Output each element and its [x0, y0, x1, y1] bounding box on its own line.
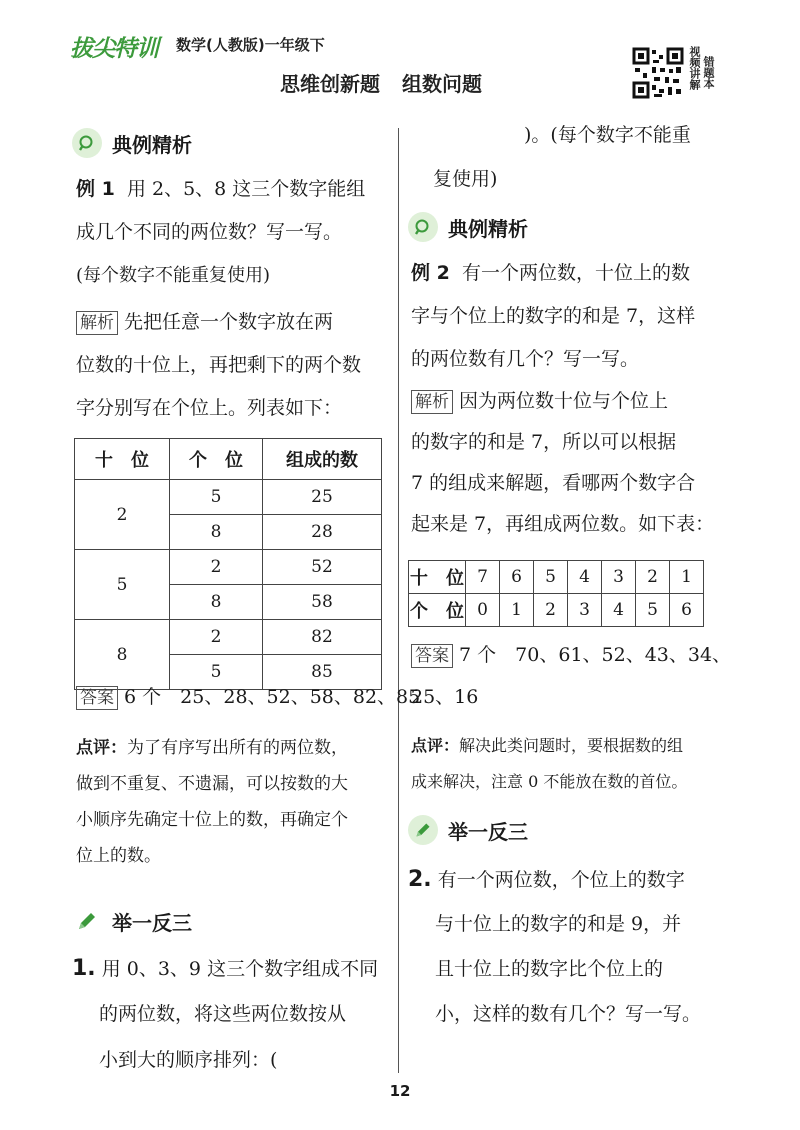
analysis-2-line-4: 起来是 7，再组成两位数。如下表： [411, 513, 715, 535]
qr-label-notebook: 错题本 [702, 56, 715, 89]
table-cell-ones: 2 [170, 620, 263, 655]
comment-1-line-1: 为了有序写出所有的两位数， [127, 738, 348, 758]
table-cell-ones: 2 [170, 550, 263, 585]
table-cell: 7 [466, 561, 500, 594]
question-1-continued-1: )。(每个数字不能重 [524, 124, 691, 146]
example-1-line-1: 用 2、5、8 这三个数字能组 [126, 178, 366, 200]
example-2-label: 例 2 [411, 262, 450, 284]
table-header-ones: 个 位 [170, 439, 263, 480]
comment-label: 点评： [76, 738, 127, 758]
analysis-1 [76, 309, 361, 438]
question-2-line-1: 有一个两位数，个位上的数字 [437, 869, 685, 891]
question-2-number: 2. [408, 867, 432, 892]
sum-table [408, 560, 704, 627]
title-category: 思维创新题 [280, 72, 380, 96]
section-examples-label: 典例精析 [112, 132, 192, 157]
table-cell: 1 [500, 594, 534, 627]
table-cell: 3 [568, 594, 602, 627]
table-cell-tens: 5 [75, 550, 170, 620]
analysis-tag: 解析 [76, 311, 118, 335]
table-cell-ones: 8 [170, 515, 263, 550]
page-number: 12 [389, 1082, 411, 1100]
analysis-2-line-2: 的数字的和是 7，所以可以根据 [411, 431, 677, 453]
table-header-ones: 个 位 [409, 594, 466, 627]
answer-2-line-1: 7 个 70、61、52、43、34、 [459, 644, 732, 666]
table-header-tens: 十 位 [409, 561, 466, 594]
answer-1 [76, 684, 420, 711]
table-cell: 2 [636, 561, 670, 594]
question-1-line-3: 小到大的顺序排列：( [99, 1049, 278, 1071]
table-header-tens: 十 位 [75, 439, 170, 480]
table-cell-number: 82 [263, 620, 382, 655]
table-cell: 5 [534, 561, 568, 594]
section-examples [72, 128, 192, 158]
example-2-line-2: 字与个位上的数字的和是 7，这样 [411, 305, 696, 327]
table-cell-number: 52 [263, 550, 382, 585]
composition-table [74, 438, 382, 690]
comment-label: 点评： [411, 736, 460, 755]
table-cell: 4 [602, 594, 636, 627]
analysis-2-line-3: 7 的组成来解题，看哪两个数字合 [411, 472, 696, 494]
answer-1-text: 6 个 25、28、52、58、82、85 [124, 686, 421, 708]
question-1-continued-2: 复使用) [433, 168, 498, 190]
question-2-line-2: 与十位上的数字的和是 9，并 [435, 913, 682, 935]
section-examples-2-label: 典例精析 [448, 216, 528, 241]
question-2 [408, 866, 701, 1046]
section-practice [72, 906, 192, 936]
analysis-1-line-1: 先把任意一个数字放在两 [124, 311, 334, 333]
table-cell: 5 [636, 594, 670, 627]
comment-2 [411, 728, 687, 800]
table-header-number: 组成的数 [263, 439, 382, 480]
table-row [75, 550, 382, 585]
table-cell-ones: 5 [170, 655, 263, 690]
section-practice-2 [408, 815, 528, 845]
comment-1-line-2: 做到不重复、不遗漏，可以按数的大 [76, 774, 348, 794]
page-title [280, 68, 482, 97]
table-cell-ones: 8 [170, 585, 263, 620]
qr-code-icon[interactable] [632, 47, 684, 99]
table-cell-tens: 2 [75, 480, 170, 550]
table-cell: 3 [602, 561, 636, 594]
section-practice-2-label: 举一反三 [448, 819, 528, 844]
comment-1-line-4: 位上的数。 [76, 846, 161, 866]
table-cell: 0 [466, 594, 500, 627]
question-1-line-2: 的两位数，将这些两位数按从 [99, 1003, 347, 1025]
book-title: 数学(人教版)一年级下 [176, 36, 325, 54]
example-2-line-1: 有一个两位数，十位上的数 [461, 262, 690, 284]
question-2-line-4: 小，这样的数有几个？写一写。 [435, 1003, 702, 1025]
pencil-icon [408, 815, 438, 845]
search-icon [408, 212, 438, 242]
brand-logo: 拔尖特训 [70, 36, 158, 62]
comment-1 [76, 730, 348, 874]
pencil-icon [72, 906, 102, 936]
table-cell: 6 [670, 594, 704, 627]
example-1 [76, 176, 365, 305]
table-cell-number: 85 [263, 655, 382, 690]
analysis-tag: 解析 [411, 390, 453, 414]
table-cell-number: 25 [263, 480, 382, 515]
table-cell: 4 [568, 561, 602, 594]
question-1-line-1: 用 0、3、9 这三个数字组成不同 [101, 958, 379, 980]
question-1 [72, 955, 378, 1093]
column-divider [398, 128, 399, 1073]
section-practice-label: 举一反三 [112, 910, 192, 935]
answer-tag: 答案 [411, 644, 453, 668]
answer-2-line-2: 25、16 [411, 686, 479, 708]
analysis-2-line-1: 因为两位数十位与个位上 [459, 390, 669, 412]
table-row [75, 620, 382, 655]
table-row [409, 594, 704, 627]
comment-1-line-3: 小顺序先确定十位上的数，再确定个 [76, 810, 348, 830]
example-2 [411, 260, 695, 389]
comment-2-line-1: 解决此类问题时，要根据数的组 [459, 736, 684, 755]
example-1-label: 例 1 [76, 178, 115, 200]
title-topic: 组数问题 [402, 72, 482, 96]
table-cell-number: 58 [263, 585, 382, 620]
search-icon [72, 128, 102, 158]
table-cell-tens: 8 [75, 620, 170, 690]
answer-2 [411, 642, 731, 726]
table-cell: 6 [500, 561, 534, 594]
answer-tag: 答案 [76, 686, 118, 710]
table-row [409, 561, 704, 594]
section-examples-2 [408, 212, 528, 242]
example-1-line-3: (每个数字不能重复使用) [76, 265, 271, 286]
analysis-1-line-3: 字分别写在个位上。列表如下： [76, 397, 343, 419]
question-2-line-3: 且十位上的数字比个位上的 [435, 958, 664, 980]
example-2-line-3: 的两位数有几个？写一写。 [411, 348, 640, 370]
table-cell: 1 [670, 561, 704, 594]
question-1-number: 1. [72, 956, 96, 981]
comment-2-line-2: 成来解决，注意 0 不能放在数的首位。 [411, 772, 688, 791]
table-row [75, 480, 382, 515]
qr-label-video: 视频讲解 [688, 46, 701, 90]
example-1-line-2: 成几个不同的两位数？写一写。 [76, 221, 343, 243]
table-cell: 2 [534, 594, 568, 627]
table-cell-ones: 5 [170, 480, 263, 515]
table-cell-number: 28 [263, 515, 382, 550]
analysis-2 [411, 388, 714, 552]
analysis-1-line-2: 位数的十位上，再把剩下的两个数 [76, 354, 362, 376]
